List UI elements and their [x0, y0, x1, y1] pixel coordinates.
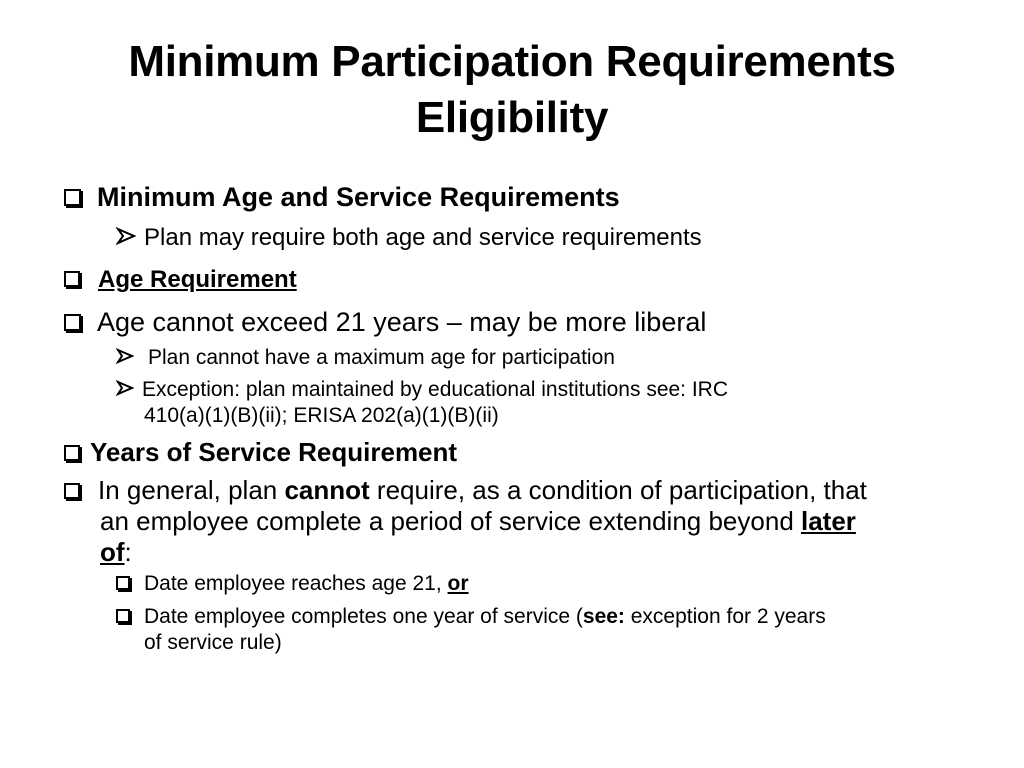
bullet-in-general-line-2	[100, 506, 856, 537]
bullet-text: Minimum Age and Service Requirements	[97, 182, 620, 212]
subbullet-text: Plan cannot have a maximum age for participation	[148, 346, 615, 369]
one-year-text-pre: Date employee completes one year of service (	[144, 605, 583, 628]
age21-or: or	[447, 572, 469, 595]
title-line-2: Eligibility	[415, 93, 609, 142]
arrow-bullet-icon	[116, 227, 136, 245]
subbullet-age-21	[116, 572, 469, 596]
subbullet-no-max-age	[116, 346, 615, 370]
checkbox-bullet-icon	[64, 314, 81, 331]
general-of: of	[100, 537, 125, 567]
bullet-in-general-line-3	[100, 537, 132, 568]
bullet-text: Years of Service Requirement	[90, 437, 458, 467]
checkbox-bullet-icon	[64, 189, 81, 206]
subbullet-text-line-2: 410(a)(1)(B)(ii); ERISA 202(a)(1)(B)(ii)	[144, 404, 499, 427]
checkbox-bullet-icon	[64, 445, 80, 461]
subbullet-exception	[116, 378, 728, 402]
general-later: later	[801, 506, 856, 536]
general-text-bold: cannot	[284, 475, 370, 505]
checkbox-bullet-icon	[116, 576, 130, 590]
bullet-years-of-service	[64, 437, 457, 468]
bullet-age-requirement	[64, 266, 297, 294]
general-text-post: require, as a condition of participation, that	[369, 475, 867, 505]
subbullet-exception-continued	[144, 404, 499, 428]
one-year-line-2: of service rule)	[144, 631, 282, 654]
checkbox-bullet-icon	[116, 609, 130, 623]
bullet-in-general	[64, 475, 867, 506]
general-text-pre: In general, plan	[98, 475, 285, 505]
subbullet-plan-may-require	[116, 224, 702, 252]
subbullet-one-year-continued	[144, 631, 282, 655]
bullet-text: Age cannot exceed 21 years – may be more liberal	[97, 307, 707, 337]
age21-text: Date employee reaches age 21,	[144, 572, 448, 595]
one-year-text-post: exception for 2 years	[624, 605, 826, 628]
subbullet-text-line-1: Exception: plan maintained by educational institutions see: IRC	[142, 378, 729, 401]
general-colon: :	[124, 537, 132, 567]
bullet-text: Age Requirement	[98, 266, 297, 293]
title-line-1: Minimum Participation Requirements	[128, 37, 896, 86]
subbullet-text: Plan may require both age and service requirements	[144, 224, 702, 251]
slide-title	[40, 34, 984, 146]
arrow-bullet-icon	[116, 348, 134, 364]
bullet-age-cannot-exceed	[64, 307, 706, 338]
checkbox-bullet-icon	[64, 271, 80, 287]
general-line2-text: an employee complete a period of service extending beyond	[100, 506, 801, 536]
checkbox-bullet-icon	[64, 483, 80, 499]
arrow-bullet-icon	[116, 380, 134, 396]
one-year-see: see:	[582, 605, 625, 628]
subbullet-one-year	[116, 605, 826, 629]
bullet-min-age-service	[64, 182, 620, 213]
